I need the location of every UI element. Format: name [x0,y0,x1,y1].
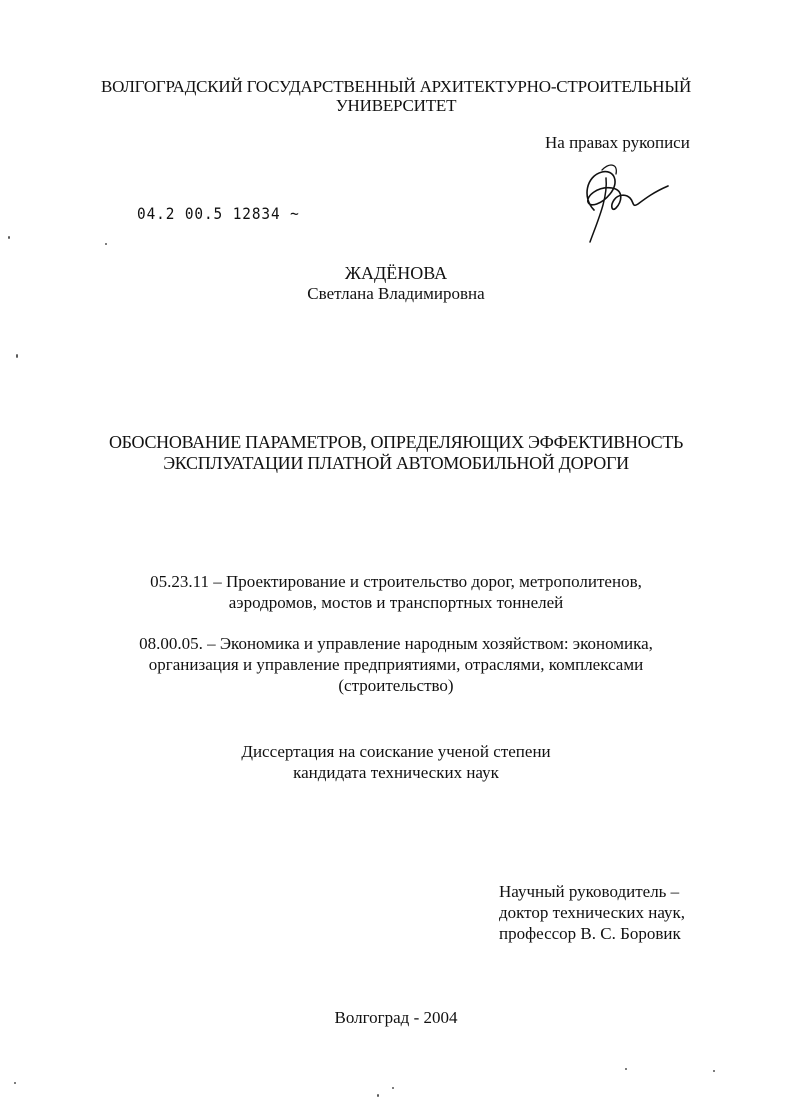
supervisor-line3: профессор В. С. Боровик [499,924,681,943]
university-name-line1: ВОЛГОГРАДСКИЙ ГОСУДАРСТВЕННЫЙ АРХИТЕКТУРНО-СТРОИТЕЛЬНЫЙ [100,77,692,96]
supervisor-line2: доктор технических наук, [499,903,686,922]
author-given-names: Светлана Владимировна [307,284,485,303]
degree-line2: кандидата технических наук [293,763,499,782]
supervisor-line1: Научный руководитель – [499,882,680,901]
specialty-2-line3: (строительство) [338,676,454,695]
specialty-2-line2: организация и управление предприятиями, отраслями, комплексами [148,655,644,674]
specialty-1-line2: аэродромов, мостов и транспортных тоннелей [228,593,564,612]
thesis-title-line1: ОБОСНОВАНИЕ ПАРАМЕТРОВ, ОПРЕДЕЛЯЮЩИХ ЭФФЕКТИВНОСТЬ [108,432,684,452]
scan-speck [713,1070,715,1072]
city-year: Волгоград - 2004 [334,1008,458,1027]
specialty-2-line1: 08.00.05. – Экономика и управление народным хозяйством: экономика, [139,634,653,653]
rights-note: На правах рукописи [545,133,690,152]
scan-speck [392,1087,394,1089]
degree-line1: Диссертация на соискание ученой степени [241,742,551,761]
scan-speck [377,1094,379,1097]
scan-speck [625,1068,627,1070]
university-name-line2: УНИВЕРСИТЕТ [335,96,457,115]
scan-speck [105,243,107,245]
specialty-1-line1: 05.23.11 – Проектирование и строительство дорог, метрополитенов, [150,572,642,591]
scan-speck [14,1082,16,1084]
thesis-title-line2: ЭКСПЛУАТАЦИИ ПЛАТНОЙ АВТОМОБИЛЬНОЙ ДОРОГИ [163,453,629,473]
registration-number: 04.2 00.5 12834 ~ [137,204,300,223]
scan-speck [8,236,10,239]
handwritten-signature [576,158,676,244]
scan-speck [16,354,18,358]
author-surname: ЖАДЁНОВА [344,263,448,283]
